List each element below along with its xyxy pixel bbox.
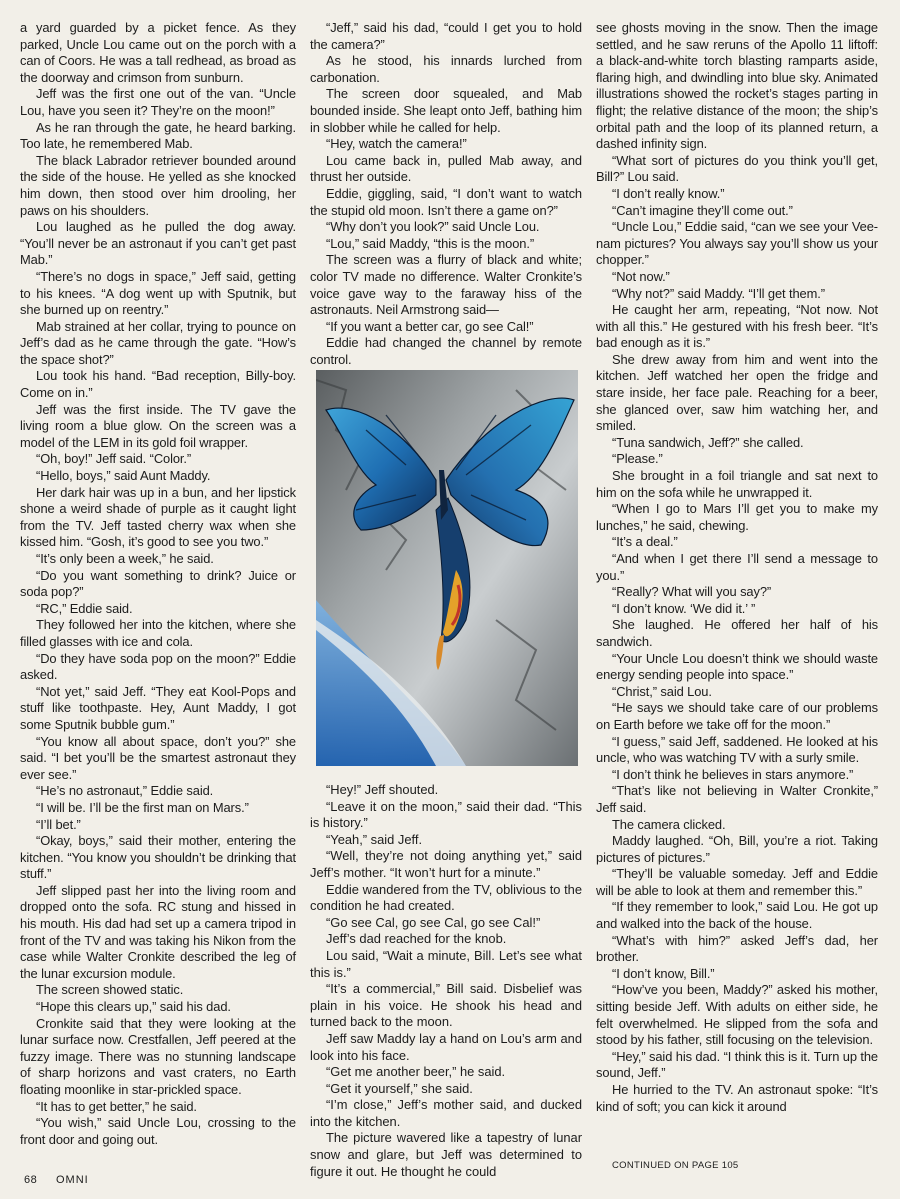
paragraph: The camera clicked. xyxy=(612,816,726,832)
paragraph: They followed her into the kitchen, where she filled glasses with ice and cola. xyxy=(20,617,296,649)
paragraph: “If they remember to look,” said Lou. He got up and walked into the back of the house. xyxy=(596,899,878,932)
paragraph: The screen door squealed, and Mab bounded inside. She leapt onto Jeff, bathing him in slobber while he called for help. xyxy=(310,86,582,135)
paragraph: As he ran through the gate, he heard barking. Too late, he remembered Mab. xyxy=(20,119,296,152)
paragraph: “He says we should take care of our problems on Earth before we take off for the moon.” xyxy=(596,700,878,732)
paragraph: Eddie, giggling, said, “I don’t want to watch the stupid old moon. Isn’t there a game on?” xyxy=(310,185,582,218)
paragraph: “I guess,” said Jeff, saddened. He looked at his uncle, who was watching TV with a surly smile. xyxy=(596,733,878,766)
paragraph: “Lou,” said Maddy, “this is the moon.” xyxy=(326,235,535,251)
paragraph: Eddie had changed the channel by remote control. xyxy=(310,335,582,367)
paragraph: “Get it yourself,” she said. xyxy=(326,1080,473,1096)
paragraph: “Your Uncle Lou doesn’t think we should waste energy sending people into space.” xyxy=(596,650,878,683)
paragraph: Jeff slipped past her into the living room and dropped onto the sofa. RC stung and hissed in his mouth. His dad had set up a camera tripod in front of the TV and was taking his Nikon from the case while Walter Cronkite described the leg of the lunar excursion module. xyxy=(20,882,296,981)
paragraph: “I’m close,” Jeff’s mother said, and ducked into the kitchen. xyxy=(310,1097,582,1129)
page-number: 68 xyxy=(24,1174,38,1186)
paragraph: “Why not?” said Maddy. “I’ll get them.” xyxy=(612,285,825,301)
column-2-bottom xyxy=(310,782,582,1180)
paragraph: Lou came back in, pulled Mab away, and thrust her outside. xyxy=(310,152,582,185)
paragraph: “I don’t know, Bill.” xyxy=(612,965,715,981)
paragraph: “Uncle Lou,” Eddie said, “can we see your Vee-nam pictures? You always say you’ll show us your chopper.” xyxy=(596,219,878,268)
paragraph: “Hello, boys,” said Aunt Maddy. xyxy=(36,468,211,484)
continued-note: CONTINUED ON PAGE 105 xyxy=(612,1160,739,1171)
column-1 xyxy=(20,20,296,1148)
paragraph: “You know all about space, don’t you?” she said. “I bet you’ll be the smartest astronaut they ever see.” xyxy=(20,733,296,782)
paragraph: “I don’t know. ‘We did it.’ ” xyxy=(612,600,756,616)
paragraph: “Hope this clears up,” said his dad. xyxy=(36,999,231,1015)
paragraph: see ghosts moving in the snow. Then the image settled, and he saw reruns of the Apollo 11 liftoff: a black-and-white torch blasting ramparts aside, flaring high, and dwindling into blue sky. Animated illustrations showed the rocket’s stages parting in flight; the relative distance of the moon; the ship’s orbital path and the loop of its planned return, a dashed infinity sign. xyxy=(596,20,878,152)
column-2-top xyxy=(310,20,582,368)
paragraph: Eddie wandered from the TV, oblivious to the condition he had created. xyxy=(310,881,582,914)
paragraph: “It’s a deal.” xyxy=(612,534,678,550)
paragraph: “You wish,” said Uncle Lou, crossing to the front door and going out. xyxy=(20,1115,296,1147)
paragraph: “Not yet,” said Jeff. “They eat Kool-Pops and stuff like toothpaste. Hey, Aunt Maddy, I got some Sputnik bubble gum.” xyxy=(20,683,296,732)
paragraph: Mab strained at her collar, trying to pounce on Jeff’s dad as he came through the gate. “How’s the space shot?” xyxy=(20,318,296,367)
paragraph: “Why don’t you look?” said Uncle Lou. xyxy=(326,219,540,235)
paragraph: “Can’t imagine they’ll come out.” xyxy=(612,202,793,218)
paragraph: “Really? What will you say?” xyxy=(612,584,772,600)
paragraph: “If you want a better car, go see Cal!” xyxy=(326,318,534,334)
paragraph: “It’s only been a week,” he said. xyxy=(36,551,214,566)
paragraph: “Hey,” said his dad. “I think this is it. Turn up the sound, Jeff.” xyxy=(596,1048,878,1081)
paragraph: Jeff’s dad reached for the knob. xyxy=(326,931,507,947)
paragraph: “Do you want something to drink? Juice or soda pop?” xyxy=(20,567,296,600)
paragraph: Lou said, “Wait a minute, Bill. Let’s see what this is.” xyxy=(310,947,582,980)
paragraph: “That’s like not believing in Walter Cronkite,” Jeff said. xyxy=(596,783,878,815)
illustration-svg xyxy=(316,370,578,766)
paragraph: “It’s a commercial,” Bill said. Disbelief was plain in his voice. He shook his head and turned back to the moon. xyxy=(310,981,582,1030)
paragraph: The black Labrador retriever bounded around the side of the house. He yelled as she knocked him down, then stood over him drooling, her paws on his shoulders. xyxy=(20,152,296,218)
paragraph: He hurried to the TV. An astronaut spoke: “It’s kind of soft; you can kick it around xyxy=(596,1082,878,1114)
paragraph: “There’s no dogs in space,” Jeff said, getting to his knees. “A dog went up with Sputnik, but she burned up on reentry.” xyxy=(20,268,296,318)
paragraph: “How’ve you been, Maddy?” asked his mother, sitting beside Jeff. With adults on either side, he felt overwhelmed. He slipped from the sofa and stood by his father, still focusing on the television. xyxy=(596,982,878,1048)
paragraph: “RC,” Eddie said. xyxy=(36,600,133,616)
paragraph: “I don’t think he believes in stars anymore.” xyxy=(612,766,854,782)
paragraph: She drew away from him and went into the kitchen. Jeff watched her open the fridge and stare inside, her face pale. Reaching for a beer, she glanced over, saw him watching her, and smiled. xyxy=(596,351,878,434)
paragraph: She brought in a foil triangle and sat next to him on the sofa while he unwrapped it. xyxy=(596,468,878,500)
paragraph: “Okay, boys,” said their mother, entering the kitchen. “You know you shouldn’t be drinking that stuff.” xyxy=(20,833,296,882)
paragraph: Her dark hair was up in a bun, and her lipstick shone a weird shade of purple as it caught light from the TV. Jeff tasted cherry wax when she kissed him. “Gosh, it’s good to see you two.” xyxy=(20,484,296,550)
paragraph: Lou took his hand. “Bad reception, Billy-boy. Come on in.” xyxy=(20,368,296,401)
paragraph: “Please.” xyxy=(612,451,663,467)
paragraph: Maddy laughed. “Oh, Bill, you’re a riot. Taking pictures of pictures.” xyxy=(596,833,878,865)
paragraph: “Well, they’re not doing anything yet,” said Jeff’s mother. “It won’t hurt for a minute.” xyxy=(310,848,582,880)
paragraph: “Get me another beer,” he said. xyxy=(326,1064,506,1080)
paragraph: Jeff saw Maddy lay a hand on Lou’s arm and look into his face. xyxy=(310,1030,582,1063)
column-3 xyxy=(596,20,878,1115)
paragraph: “What sort of pictures do you think you’ll get, Bill?” Lou said. xyxy=(596,152,878,185)
paragraph: “Hey, watch the camera!” xyxy=(326,136,467,152)
paragraph: “Jeff,” said his dad, “could I get you to hold the camera?” xyxy=(310,20,582,52)
magazine-name: OMNI xyxy=(56,1174,89,1186)
paragraph: “I don’t really know.” xyxy=(612,185,725,201)
paragraph: “Hey!” Jeff shouted. xyxy=(326,782,439,797)
paragraph: The screen showed static. xyxy=(36,982,184,998)
paragraph: Jeff was the first inside. The TV gave the living room a blue glow. On the screen was a model of the LEM in its gold foil wrapper. xyxy=(20,401,296,450)
paragraph: “He’s no astronaut,” Eddie said. xyxy=(36,783,214,799)
paragraph: “I’ll bet.” xyxy=(36,816,81,832)
paragraph: She laughed. He offered her half of his sandwich. xyxy=(596,617,878,649)
paragraph: a yard guarded by a picket fence. As they parked, Uncle Lou came out on the porch with a can of Coors. He was a tall redhead, as broad as the doorway and crimson from sunburn. xyxy=(20,20,296,85)
paragraph: “Christ,” said Lou. xyxy=(612,683,712,699)
paragraph: Lou laughed as he pulled the dog away. “You’ll never be an astronaut if you can’t get past Mab.” xyxy=(20,219,296,268)
paragraph: Jeff was the first one out of the van. “Uncle Lou, have you seen it? They’re on the moon!” xyxy=(20,86,296,118)
butterfly-moon-illustration xyxy=(316,370,578,766)
paragraph: “Oh, boy!” Jeff said. “Color.” xyxy=(36,451,192,467)
paragraph: “It has to get better,” he said. xyxy=(36,1098,197,1114)
paragraph: “Tuna sandwich, Jeff?” she called. xyxy=(612,434,804,450)
paragraph: “What’s with him?” asked Jeff’s dad, her brother. xyxy=(596,932,878,965)
paragraph: The picture wavered like a tapestry of lunar snow and glare, but Jeff was determined to figure it out. He thought he could xyxy=(310,1130,582,1179)
paragraph: “Not now.” xyxy=(612,268,670,284)
paragraph: “They’ll be valuable someday. Jeff and Eddie will be able to look at them and remember this.” xyxy=(596,866,878,898)
paragraph: The screen was a flurry of black and white; color TV made no difference. Walter Cronkite’s voice gave way to the faraway hiss of the astronauts. Neil Armstrong said— xyxy=(310,252,582,318)
paragraph: “Go see Cal, go see Cal, go see Cal!” xyxy=(326,914,541,930)
paragraph: “Leave it on the moon,” said their dad. “This is history.” xyxy=(310,798,582,831)
paragraph: “Yeah,” said Jeff. xyxy=(326,831,423,847)
paragraph: “I will be. I’ll be the first man on Mars.” xyxy=(36,799,249,815)
paragraph: As he stood, his innards lurched from carbonation. xyxy=(310,53,582,85)
paragraph: He caught her arm, repeating, “Not now. Not with all this.” He gestured with his fresh beer. “It’s bad enough as it is.” xyxy=(596,302,878,351)
paragraph: “And when I get there I’ll send a message to you.” xyxy=(596,551,878,583)
paragraph: “When I go to Mars I’ll get you to make my lunches,” he said, chewing. xyxy=(596,501,878,533)
paragraph: “Do they have soda pop on the moon?” Eddie asked. xyxy=(20,650,296,683)
paragraph: Cronkite said that they were looking at the lunar surface now. Crestfallen, Jeff peered at the fuzzy image. There was no stunning landscape of sharp horizons and vast craters, no Earth floating moonlike in star-prickled space. xyxy=(20,1015,296,1097)
